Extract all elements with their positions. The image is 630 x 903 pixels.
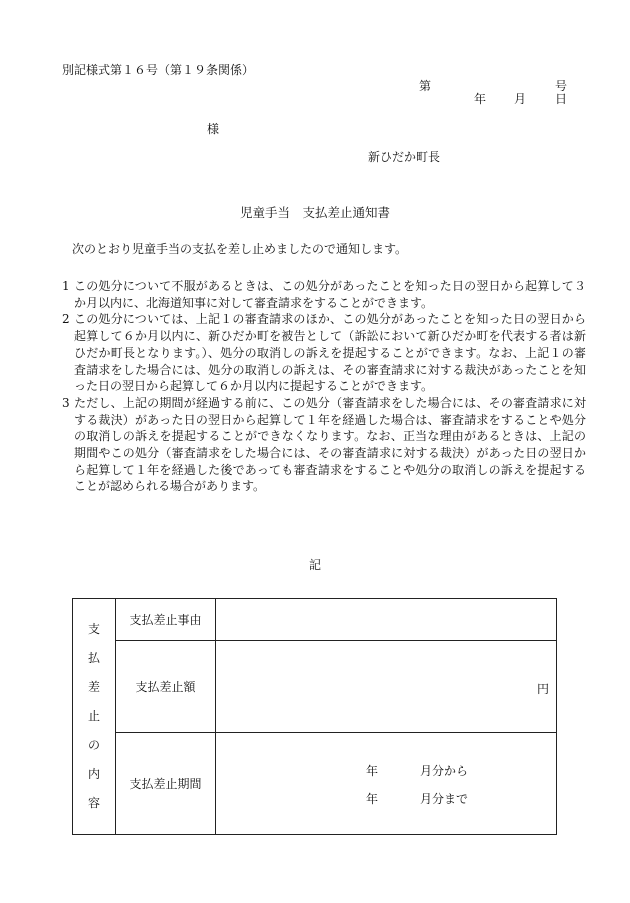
form-number: 別記様式第１６号（第１９条関係） [62,63,255,77]
side-header-char: 内 [87,767,100,781]
notice-number: 3 [62,395,70,410]
period-to-month: 月分まで [420,792,469,806]
amount-unit: 円 [536,681,549,696]
period-label: 支払差止期間 [116,733,216,835]
reason-label: 支払差止事由 [116,599,216,641]
table-row [73,599,557,641]
intro-text: 次のとおり児童手当の支払を差し止めましたので通知します。 [72,242,408,256]
addressee-suffix: 様 [207,122,220,136]
side-header-char: 払 [87,651,100,665]
notice-number: 1 [62,279,70,293]
side-header-char: の [87,738,100,752]
suspension-details-table [72,598,557,835]
table-row [73,641,557,733]
ki-heading: 記 [308,558,321,572]
table-row [73,733,557,835]
side-header-char: 支 [87,622,100,636]
period-to-year: 年 [366,792,379,806]
notice-number: 2 [62,312,70,327]
notice-text: ただし、上記の期間が経過する前に、この処分（審査請求をした場合には、その審査請求に対する裁決）があった日の翌日から起算して１年を経過した場合は、審査請求をすることや処分の取消しの訴えを提起することができなくなります。なお、正当な理由があるときは、上記の期間やこの処分（審査請求をした場合には、その審査請求に対する裁決）があった日の翌日から起算して１年を経過した後であっても審査請求をすることや処分の取消しの訴えを提起することが認められる場合があります。 [74,395,586,494]
sender-name: 新ひだか町長 [368,150,441,164]
side-header-char: 差 [87,680,100,694]
reason-value [216,599,557,641]
period-value [216,733,557,835]
date-day: 日 [555,92,568,106]
notice-item [62,395,586,495]
side-header [73,599,116,835]
amount-label: 支払差止額 [116,641,216,733]
notice-item [62,278,586,311]
date-month: 月 [514,92,527,106]
doc-number-suffix: 号 [555,79,568,93]
side-header-char: 容 [87,796,100,810]
amount-value [216,641,557,733]
period-from-month: 月分から [420,764,469,778]
notice-list [62,278,586,495]
date-year: 年 [474,92,487,106]
period-from-year: 年 [366,764,379,778]
notice-text: この処分については、上記１の審査請求のほか、この処分があったことを知った日の翌日から起算して６か月以内に、新ひだか町を被告として（訴訟において新ひだか町を代表する者は新ひだか町長となります。）、処分の取消しの訴えを提起することができます。なお、上記１の審査請求をした場合には、処分の取消しの訴えは、その審査請求に対する裁決があったことを知った日の翌日から起算して６か月以内に提起することができます。 [74,312,586,394]
side-header-char: 止 [87,709,100,723]
document-title: 児童手当 支払差止通知書 [239,205,390,220]
notice-item [62,311,586,395]
doc-number-prefix: 第 [419,79,432,93]
notice-text: この処分について不服があるときは、この処分があったことを知った日の翌日から起算して３か月以内に、北海道知事に対して審査請求をすることができます。 [74,279,586,310]
